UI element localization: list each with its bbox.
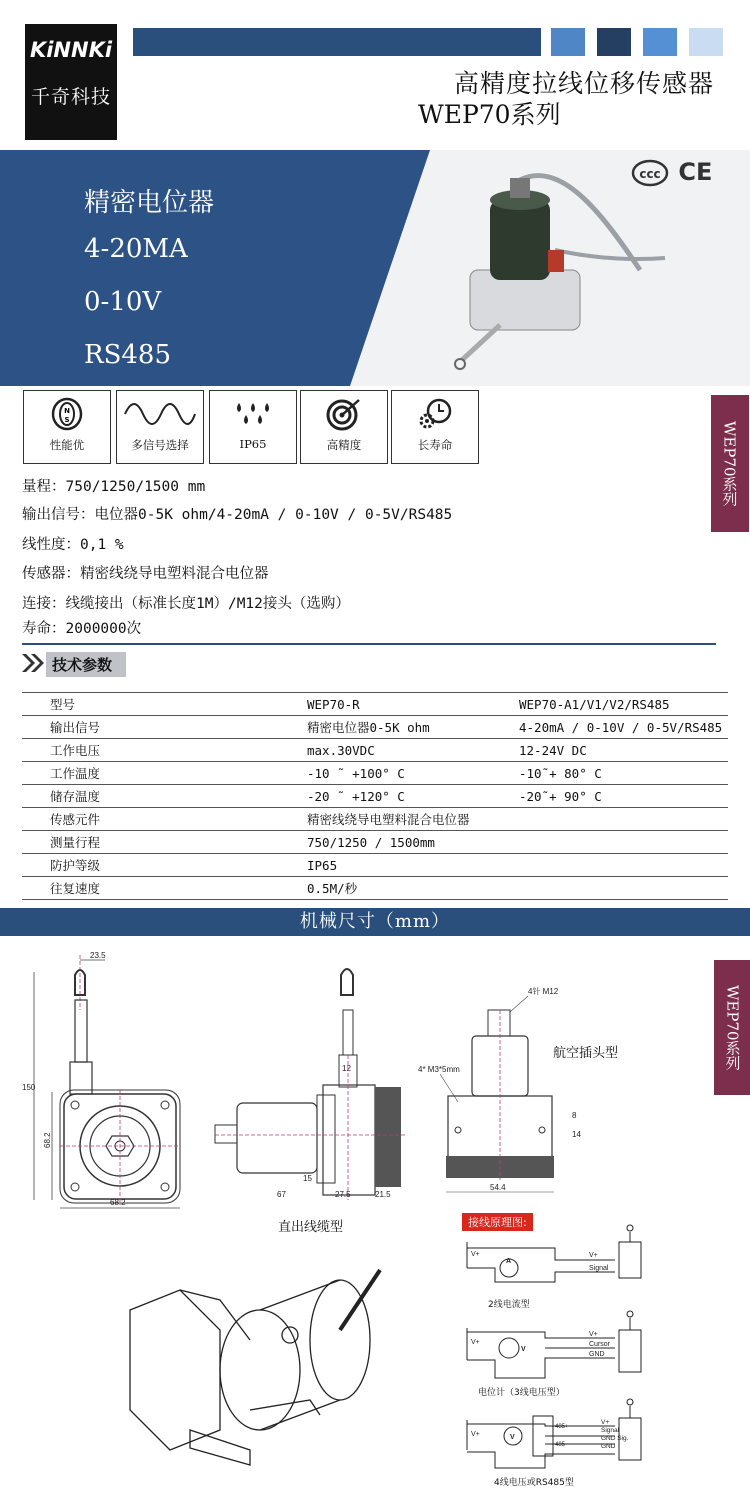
table-cell: -10˜+ 80° C bbox=[519, 762, 728, 785]
table-cell: 精密电位器0-5K ohm bbox=[307, 716, 519, 739]
cert-marks bbox=[630, 158, 712, 188]
target-icon bbox=[325, 397, 363, 431]
svg-text:N: N bbox=[64, 407, 70, 415]
tech-title: 技术参数 bbox=[46, 652, 126, 677]
feature-label: 长寿命 bbox=[417, 438, 453, 452]
table-cell: 往复速度 bbox=[22, 877, 307, 900]
page-title: 高精度拉线位移传感器 bbox=[453, 69, 714, 98]
wiring-diagrams bbox=[455, 1220, 660, 1495]
dim-mid: 68.2 bbox=[43, 1132, 52, 1148]
feature-performance bbox=[23, 390, 111, 464]
dim-h1: 8 bbox=[572, 1111, 577, 1120]
table-cell: 传感元件 bbox=[22, 808, 307, 831]
spec-connection: 连接：线缆接出（标准长度1M）/M12接头（选购） bbox=[22, 596, 350, 612]
w3-caption: 4线电压或RS485型 bbox=[494, 1478, 574, 1488]
drawing-front-view bbox=[20, 950, 195, 1215]
dim-side-top: 12 bbox=[342, 1064, 351, 1073]
feature-long-life bbox=[391, 390, 479, 464]
w1-meter: A bbox=[506, 1258, 512, 1265]
table-cell: 4-20mA / 0-10V / 0-5V/RS485 bbox=[519, 716, 728, 739]
w1-caption: 2线电流型 bbox=[488, 1300, 530, 1310]
spec-table bbox=[22, 692, 728, 900]
table-cell: 750/1250 / 1500mm bbox=[307, 831, 728, 854]
w3-vplus: V+ bbox=[471, 1431, 480, 1438]
table-cell: WEP70-A1/V1/V2/RS485 bbox=[519, 693, 728, 716]
dim-screw: 4* M3*5mm bbox=[418, 1065, 460, 1074]
header-bar bbox=[133, 28, 541, 56]
dim-side-a: 67 bbox=[277, 1190, 286, 1199]
w3-meter: V bbox=[510, 1434, 515, 1441]
spec-lifetime: 寿命：2000000次 bbox=[22, 621, 142, 637]
table-cell: 工作电压 bbox=[22, 739, 307, 762]
hero-line-rs485: RS485 bbox=[84, 340, 172, 370]
color-swatch bbox=[689, 28, 723, 56]
side-tab-series: WEP70系列 bbox=[711, 395, 749, 532]
table-cell: max.30VDC bbox=[307, 739, 519, 762]
feature-ip65 bbox=[209, 390, 297, 464]
wiring-title: 接线原理图: bbox=[462, 1213, 533, 1231]
mech-title: 机械尺寸（mm） bbox=[0, 908, 750, 936]
feature-label: 多信号选择 bbox=[131, 438, 189, 452]
divider bbox=[22, 643, 716, 645]
w2-meter: V bbox=[521, 1346, 526, 1353]
ce-mark: CE bbox=[678, 158, 713, 186]
table-row bbox=[22, 693, 728, 716]
dim-side-c: 27.5 bbox=[335, 1190, 351, 1199]
w1-t2: Signal bbox=[589, 1265, 609, 1272]
dim-top: 23.5 bbox=[90, 951, 106, 960]
table-row bbox=[22, 785, 728, 808]
spec-sensor: 传感器：精密线绕导电塑料混合电位器 bbox=[22, 566, 269, 582]
table-cell: 储存温度 bbox=[22, 785, 307, 808]
dim-height: 150 bbox=[22, 1083, 36, 1092]
direct-cable-label: 直出线缆型 bbox=[278, 1220, 344, 1235]
table-row bbox=[22, 739, 728, 762]
w3-t2: Signal bbox=[601, 1427, 620, 1434]
logo-brand: KiNNKi bbox=[29, 38, 113, 62]
dim-pin: 4针 M12 bbox=[528, 987, 559, 996]
color-swatch bbox=[597, 28, 631, 56]
table-row bbox=[22, 877, 728, 900]
drawing-isometric-view bbox=[100, 1250, 400, 1480]
aviation-label: 航空插头型 bbox=[553, 1046, 619, 1061]
dim-h2: 14 bbox=[572, 1130, 581, 1139]
table-cell: WEP70-R bbox=[307, 693, 519, 716]
svg-text:S: S bbox=[64, 416, 70, 424]
w3-p1: 485+ bbox=[555, 1424, 569, 1430]
spec-range: 量程：750/1250/1500 mm bbox=[22, 479, 206, 495]
table-cell: 精密线绕导电塑料混合电位器 bbox=[307, 808, 728, 831]
table-cell: 型号 bbox=[22, 693, 307, 716]
table-row bbox=[22, 716, 728, 739]
ccc-icon bbox=[630, 158, 670, 188]
w2-t3: GND bbox=[589, 1351, 605, 1358]
page-subtitle: WEP70系列 bbox=[418, 100, 561, 129]
w2-t2: Cursor bbox=[589, 1341, 611, 1348]
hero-line-current: 4-20MA bbox=[84, 234, 188, 264]
w3-p2: 485- bbox=[555, 1442, 568, 1448]
feature-multi-signal bbox=[116, 390, 204, 464]
spec-output: 输出信号：电位器0-5K ohm/4-20mA / 0-10V / 0-5V/RS485 bbox=[22, 507, 453, 523]
drawing-side-view bbox=[205, 955, 410, 1205]
svg-text:ccc: ccc bbox=[639, 167, 661, 181]
table-row bbox=[22, 854, 728, 877]
table-cell: -20˜+ 90° C bbox=[519, 785, 728, 808]
color-swatch bbox=[551, 28, 585, 56]
drawing-connector-view bbox=[410, 980, 590, 1210]
table-cell: 测量行程 bbox=[22, 831, 307, 854]
w1-vplus: V+ bbox=[471, 1251, 480, 1258]
table-row bbox=[22, 762, 728, 785]
table-row bbox=[22, 831, 728, 854]
sine-wave-icon bbox=[123, 397, 197, 431]
dim-width: 68.2 bbox=[110, 1198, 126, 1207]
water-drops-icon bbox=[231, 397, 275, 431]
spec-linearity: 线性度：0,1 % bbox=[22, 537, 124, 553]
w2-caption: 电位计（3线电压型） bbox=[478, 1388, 565, 1398]
hero-line-potentiometer: 精密电位器 bbox=[84, 188, 215, 218]
color-swatch bbox=[643, 28, 677, 56]
magnet-icon bbox=[50, 397, 84, 431]
w2-vplus: V+ bbox=[471, 1339, 480, 1346]
w3-t3: GND Sig. bbox=[601, 1435, 629, 1442]
table-cell: 12-24V DC bbox=[519, 739, 728, 762]
dim-side-b: 15 bbox=[303, 1174, 312, 1183]
table-cell: 工作温度 bbox=[22, 762, 307, 785]
dim-side-d: 21.5 bbox=[375, 1190, 391, 1199]
feature-label: IP65 bbox=[239, 437, 267, 451]
table-cell: IP65 bbox=[307, 854, 728, 877]
table-cell: 输出信号 bbox=[22, 716, 307, 739]
dim-conn-width: 54.4 bbox=[490, 1183, 506, 1192]
feature-precision bbox=[300, 390, 388, 464]
hero-line-voltage: 0-10V bbox=[84, 287, 162, 317]
table-cell: 防护等级 bbox=[22, 854, 307, 877]
logo-subtitle: 千奇科技 bbox=[30, 86, 111, 108]
w3-t4: GND bbox=[601, 1443, 616, 1450]
table-cell: -10 ˜ +100° C bbox=[307, 762, 519, 785]
side-tab-series-2: WEP70系列 bbox=[714, 960, 750, 1095]
feature-label: 性能优 bbox=[49, 438, 85, 452]
w1-t1: V+ bbox=[589, 1252, 598, 1259]
feature-label: 高精度 bbox=[326, 438, 362, 452]
clock-gear-icon bbox=[415, 397, 455, 431]
table-row bbox=[22, 808, 728, 831]
w2-t1: V+ bbox=[589, 1331, 598, 1338]
w3-t1: V+ bbox=[601, 1419, 610, 1426]
logo bbox=[25, 24, 117, 140]
chevron-right-icon bbox=[22, 652, 48, 674]
table-cell: 0.5M/秒 bbox=[307, 877, 728, 900]
table-cell: -20 ˜ +120° C bbox=[307, 785, 519, 808]
